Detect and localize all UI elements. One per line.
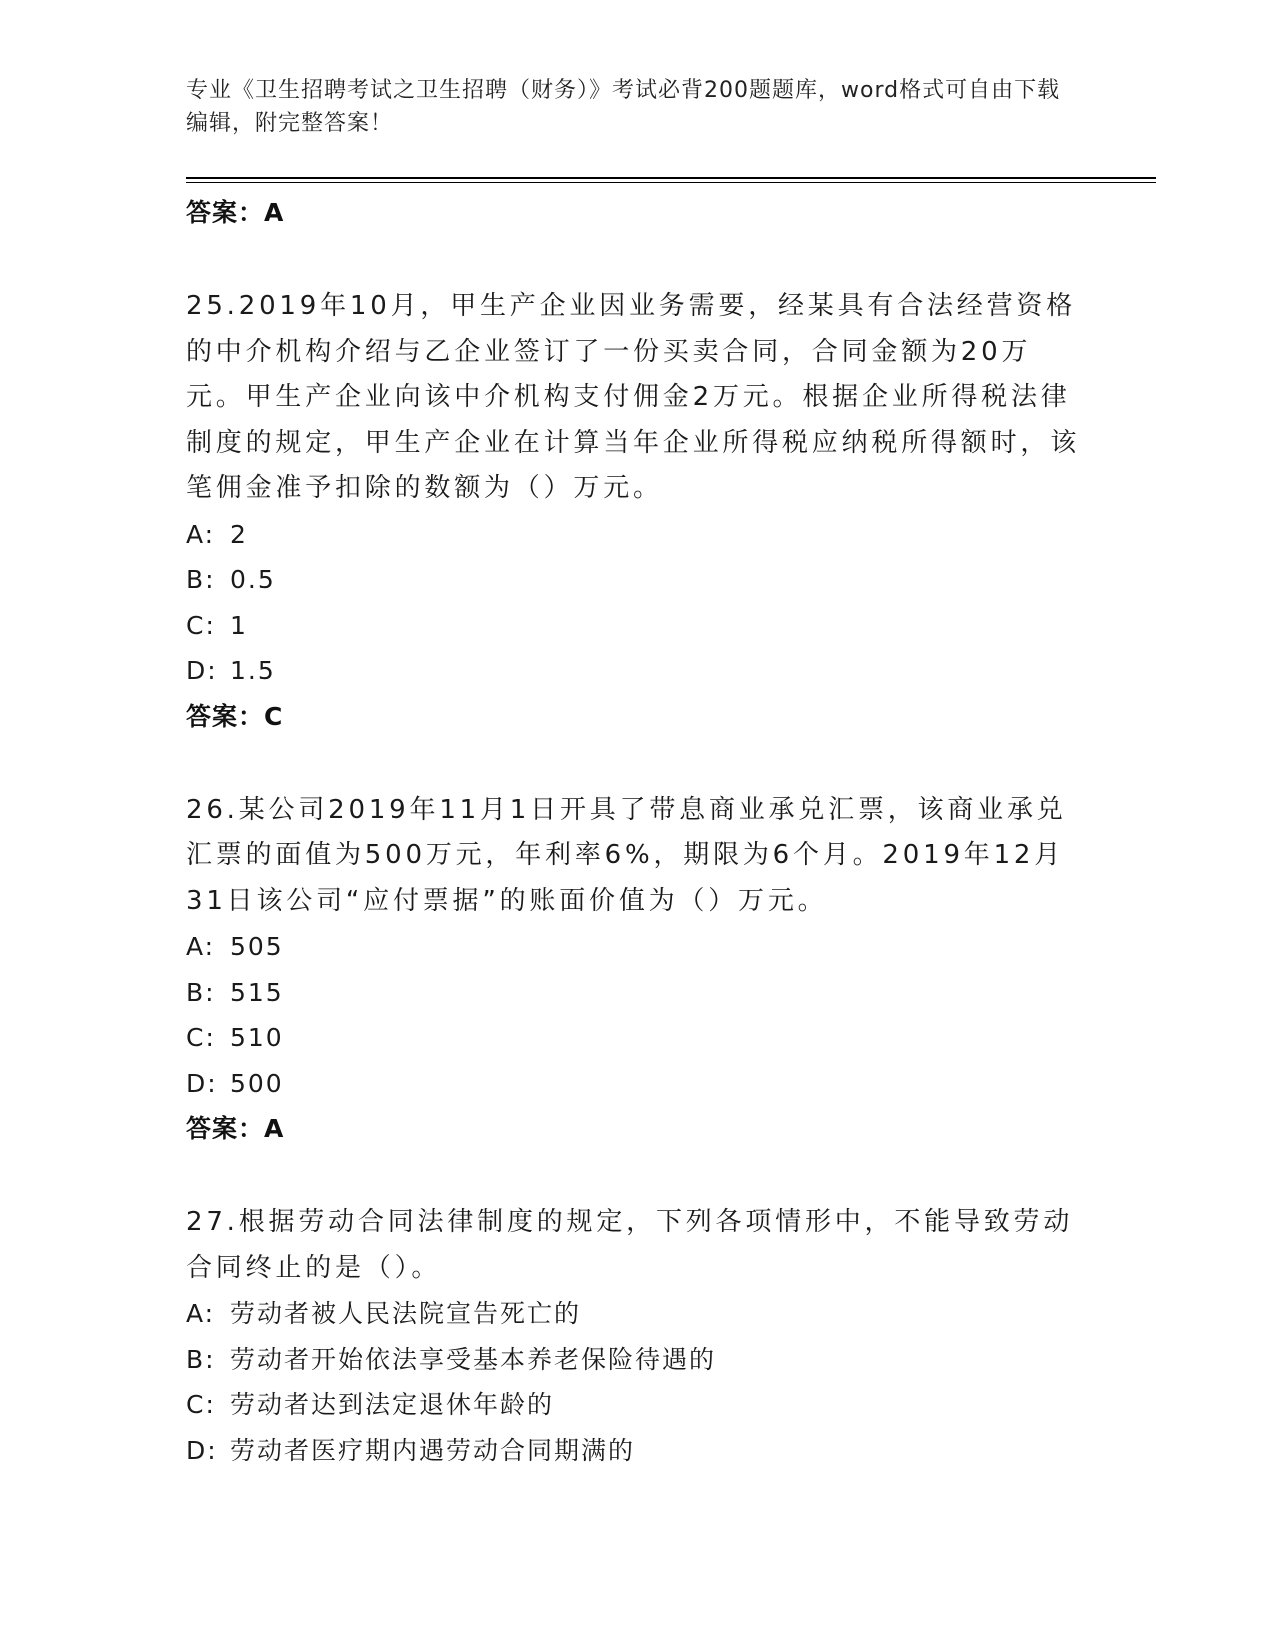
option-b — [186, 1337, 1086, 1383]
option-d — [186, 1428, 1086, 1474]
option-value: 1 — [230, 610, 248, 640]
question-block — [186, 1200, 1086, 1473]
option-letter: C: — [186, 1023, 216, 1052]
option-value: 500 — [230, 1068, 284, 1098]
option-value: 劳动者被人民法院宣告死亡的 — [230, 1299, 582, 1328]
option-value: 515 — [230, 977, 284, 1007]
option-value: 510 — [230, 1023, 284, 1052]
option-value: 劳动者开始依法享受基本养老保险待遇的 — [230, 1344, 717, 1374]
option-letter: A: — [186, 1299, 216, 1328]
option-letter: D: — [186, 656, 218, 685]
option-a — [186, 1291, 1086, 1337]
option-b — [186, 970, 1086, 1016]
header-rule-thin — [186, 182, 1156, 183]
option-value: 1.5 — [230, 656, 276, 685]
option-d — [186, 1061, 1086, 1107]
answer-line: 答案：A — [186, 198, 285, 227]
option-letter: A: — [186, 519, 216, 549]
option-c — [186, 603, 1086, 649]
document-body — [186, 190, 1086, 1473]
option-value: 2 — [230, 519, 248, 549]
option-a — [186, 512, 1086, 558]
option-value: 劳动者医疗期内遇劳动合同期满的 — [230, 1435, 636, 1465]
question-block — [186, 284, 1086, 740]
question-block — [186, 788, 1086, 1153]
answer-line: 答案：C — [186, 701, 284, 731]
option-letter: A: — [186, 932, 216, 961]
option-letter: B: — [186, 1344, 216, 1374]
option-letter: B: — [186, 977, 216, 1007]
option-c — [186, 1015, 1086, 1061]
option-value: 劳动者达到法定退休年龄的 — [230, 1390, 555, 1419]
option-letter: D: — [186, 1435, 218, 1465]
answer-line: 答案：A — [186, 1114, 285, 1143]
question-text: 26.某公司2019年11月1日开具了带息商业承兑汇票，该商业承兑汇票的面值为500万元，年利率6%，期限为6个月。2019年12月31日该公司“应付票据”的账面价值为（）万元。 — [186, 794, 1067, 916]
question-text: 27.根据劳动合同法律制度的规定，下列各项情形中，不能导致劳动合同终止的是（）。 — [186, 1207, 1074, 1283]
option-d — [186, 648, 1086, 694]
question-text: 25.2019年10月，甲生产企业因业务需要，经某具有合法经营资格的中介机构介绍与乙企业签订了一份买卖合同，合同金额为20万元。甲生产企业向该中介机构支付佣金2万元。根据企业所得税法律制度的规定，甲生产企业在计算当年企业所得税应纳税所得额时，该笔佣金准予扣除的数额为（）万元。 — [186, 291, 1081, 503]
option-a — [186, 924, 1086, 970]
option-b — [186, 557, 1086, 603]
header-rule-thick — [186, 177, 1156, 179]
document-header: 专业《卫生招聘考试之卫生招聘（财务）》考试必背200题题库，word格式可自由下载编辑，附完整答案！ — [186, 78, 1061, 136]
option-letter: C: — [186, 1390, 216, 1419]
option-c — [186, 1382, 1086, 1428]
option-value: 0.5 — [230, 565, 276, 594]
option-value: 505 — [230, 932, 284, 961]
option-letter: B: — [186, 565, 216, 594]
option-letter: D: — [186, 1068, 218, 1098]
option-letter: C: — [186, 610, 216, 640]
